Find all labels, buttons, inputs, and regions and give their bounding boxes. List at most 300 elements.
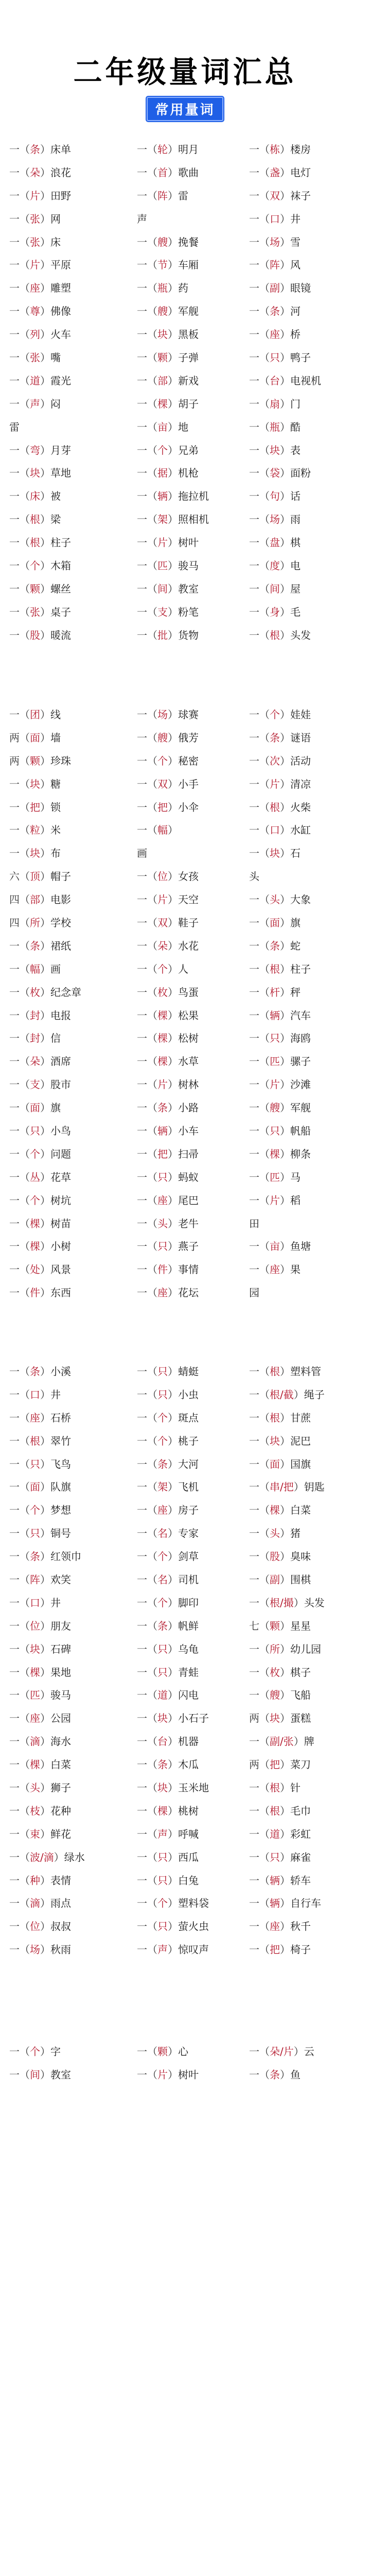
measure-word-entry	[9, 462, 71, 485]
measure-word: 节	[157, 259, 168, 272]
number-prefix: 一	[137, 1286, 147, 1299]
open-paren: （	[20, 1689, 30, 1702]
open-paren: （	[259, 801, 270, 814]
open-paren: （	[20, 1101, 30, 1114]
number-prefix: 一	[137, 560, 147, 572]
close-paren: ）	[40, 444, 50, 456]
noun: 臭味	[290, 1550, 311, 1563]
measure-word: 盘	[270, 536, 280, 549]
close-paren: ）	[280, 1009, 290, 1022]
noun: 公园	[50, 1712, 71, 1725]
measure-word: 头	[157, 1217, 168, 1230]
measure-word: 只	[157, 1240, 168, 1253]
measure-word: 场	[270, 513, 280, 526]
measure-word-entry	[137, 439, 199, 462]
number-prefix: 一	[249, 143, 259, 156]
word-row	[0, 888, 370, 911]
word-row	[0, 1730, 370, 1753]
open-paren: （	[259, 1458, 270, 1470]
open-paren: （	[259, 629, 270, 641]
word-row	[0, 300, 370, 323]
word-row	[0, 2063, 370, 2087]
noun: 稻	[290, 1194, 301, 1207]
measure-word: 位	[30, 1920, 40, 1933]
measure-word-entry	[137, 1189, 199, 1212]
noun: 声	[137, 212, 147, 225]
number-prefix: 一	[9, 777, 20, 790]
word-row	[0, 1476, 370, 1499]
open-paren: （	[147, 282, 157, 295]
open-paren: （	[259, 1009, 270, 1022]
noun: 骏马	[50, 1689, 71, 1702]
measure-word: 声	[30, 397, 40, 410]
measure-word: 块	[270, 847, 280, 860]
number-prefix: 一	[9, 1666, 20, 1679]
measure-word-entry	[137, 1938, 209, 1961]
close-paren: ）	[40, 235, 50, 248]
close-paren: ）	[40, 1619, 50, 1632]
open-paren: （	[259, 397, 270, 410]
measure-word-entry	[137, 842, 147, 865]
measure-word-entry	[9, 1027, 61, 1050]
number-prefix: 一	[249, 1055, 259, 1068]
open-paren: （	[259, 754, 270, 767]
close-paren: ）	[280, 801, 290, 814]
noun: 人	[178, 962, 188, 975]
measure-word-entry	[137, 300, 199, 323]
open-paren: （	[147, 189, 157, 202]
measure-word-entry	[137, 1406, 199, 1430]
number-prefix: 一	[137, 259, 147, 272]
word-row	[0, 393, 370, 416]
noun: 秋雨	[50, 1943, 71, 1956]
noun: 小石子	[178, 1712, 209, 1725]
number-prefix: 一	[249, 1550, 259, 1563]
measure-word: 棵	[30, 1758, 40, 1771]
word-row	[0, 346, 370, 369]
number-prefix: 一	[249, 917, 259, 929]
close-paren: ）	[280, 1194, 290, 1207]
measure-word-entry	[137, 1800, 199, 1823]
number-prefix: 一	[9, 1596, 20, 1609]
measure-word-entry	[137, 1143, 199, 1166]
close-paren: ）	[40, 1689, 50, 1702]
close-paren: ）	[40, 1642, 50, 1655]
number-prefix: 一	[137, 490, 147, 503]
close-paren: ）	[40, 259, 50, 272]
noun: 帆船	[290, 1125, 311, 1138]
measure-word-entry	[137, 1591, 199, 1615]
number-prefix: 一	[9, 1550, 20, 1563]
noun: 酷	[290, 420, 301, 433]
open-paren: （	[259, 1851, 270, 1863]
noun: 电	[290, 560, 301, 572]
close-paren: ）	[168, 328, 178, 341]
open-paren: （	[20, 1032, 30, 1045]
open-paren: （	[259, 1388, 270, 1401]
measure-word-entry	[249, 1476, 325, 1499]
measure-word-entry	[249, 1707, 311, 1730]
noun: 骏马	[178, 560, 199, 572]
measure-word: 座	[30, 282, 40, 295]
number-prefix: 一	[137, 397, 147, 410]
open-paren: （	[20, 801, 30, 814]
measure-word-entry	[137, 462, 199, 485]
word-row	[0, 1776, 370, 1800]
open-paren: （	[20, 1458, 30, 1470]
measure-word-entry	[9, 958, 61, 981]
noun: 线	[50, 708, 61, 721]
noun: 帆鲜	[178, 1619, 199, 1632]
noun: 司机	[178, 1573, 199, 1586]
close-paren: ）	[40, 1411, 50, 1424]
open-paren: （	[20, 1666, 30, 1679]
measure-word-entry	[249, 161, 311, 184]
noun: 狮子	[50, 1782, 71, 1794]
noun: 绳子	[304, 1388, 325, 1401]
measure-word: 条	[30, 143, 40, 156]
close-paren: ）	[40, 1504, 50, 1517]
measure-word-entry	[137, 796, 199, 819]
word-row	[0, 1892, 370, 1915]
number-prefix: 一	[9, 1240, 20, 1253]
noun: 粉笔	[178, 605, 199, 618]
close-paren: ）	[280, 305, 290, 318]
noun: 珍珠	[50, 754, 71, 767]
number-prefix: 一	[137, 1642, 147, 1655]
close-paren: ）	[280, 1943, 290, 1956]
number-prefix: 一	[137, 1458, 147, 1470]
number-prefix: 一	[249, 1920, 259, 1933]
noun: 草地	[50, 467, 71, 480]
measure-word-entry	[249, 346, 311, 369]
measure-word-entry	[9, 773, 61, 796]
open-paren: （	[259, 1827, 270, 1840]
word-row	[0, 1753, 370, 1776]
number-prefix: 一	[137, 1263, 147, 1276]
close-paren: ）	[40, 1263, 50, 1276]
number-prefix: 一	[137, 754, 147, 767]
open-paren: （	[20, 1481, 30, 1494]
open-paren: （	[147, 490, 157, 503]
close-paren: ）	[280, 962, 290, 975]
measure-word: 根	[270, 629, 280, 641]
word-row	[0, 1120, 370, 1143]
noun: 脚印	[178, 1596, 199, 1609]
close-paren: ）	[280, 1782, 290, 1794]
close-paren: ）	[40, 305, 50, 318]
measure-word-entry	[249, 1360, 321, 1383]
measure-word-entry	[137, 346, 199, 369]
measure-word: 条	[270, 305, 280, 318]
number-prefix: 一	[9, 374, 20, 387]
noun: 柳条	[290, 1147, 311, 1160]
measure-word-entry	[249, 1166, 301, 1189]
number-prefix: 一	[9, 1263, 20, 1276]
measure-word: 辆	[157, 490, 168, 503]
open-paren: （	[147, 801, 157, 814]
close-paren: ）	[168, 513, 178, 526]
number-prefix: 一	[249, 893, 259, 906]
measure-word: 张	[30, 212, 40, 225]
word-row	[0, 1096, 370, 1120]
close-paren: ）	[168, 259, 178, 272]
number-prefix: 一	[9, 1125, 20, 1138]
measure-word: 张	[30, 351, 40, 364]
close-paren: ）	[168, 801, 178, 814]
noun: 电灯	[290, 166, 311, 179]
number-prefix: 一	[137, 143, 147, 156]
measure-word-entry	[137, 1846, 199, 1869]
measure-word: 口	[30, 1388, 40, 1401]
measure-word: 轮	[157, 143, 168, 156]
measure-word-entry	[9, 1166, 71, 1189]
open-paren: （	[20, 166, 30, 179]
measure-word: 顶	[30, 870, 40, 883]
close-paren: ）	[293, 1735, 304, 1748]
close-paren: ）	[280, 731, 290, 744]
open-paren: （	[259, 1550, 270, 1563]
measure-word: 滴	[30, 1897, 40, 1910]
number-prefix: 一	[137, 1920, 147, 1933]
noun: 泥巴	[290, 1434, 311, 1447]
measure-word-entry	[9, 300, 71, 323]
number-prefix: 一	[137, 917, 147, 929]
word-row	[0, 624, 370, 647]
number-prefix: 一	[9, 1573, 20, 1586]
noun: 田野	[50, 189, 71, 202]
measure-word-entry	[9, 277, 71, 300]
measure-word-entry	[137, 1730, 199, 1753]
open-paren: （	[20, 467, 30, 480]
word-row	[0, 1638, 370, 1661]
noun: 牌	[304, 1735, 314, 1748]
word-row	[0, 161, 370, 184]
noun: 大象	[290, 893, 311, 906]
open-paren: （	[20, 1504, 30, 1517]
open-paren: （	[147, 1804, 157, 1817]
close-paren: ）	[168, 1689, 178, 1702]
measure-word: 口	[270, 212, 280, 225]
number-prefix: 一	[9, 1217, 20, 1230]
word-row	[0, 1823, 370, 1846]
open-paren: （	[147, 1851, 157, 1863]
open-paren: （	[259, 1596, 270, 1609]
measure-word-entry	[9, 1615, 71, 1638]
open-paren: （	[147, 1642, 157, 1655]
close-paren: ）	[168, 605, 178, 618]
noun: 东西	[50, 1286, 71, 1299]
measure-word-entry	[9, 2040, 61, 2063]
open-paren: （	[259, 1527, 270, 1540]
close-paren: ）	[168, 2045, 178, 2058]
close-paren: ）	[168, 731, 178, 744]
number-prefix: 一	[249, 801, 259, 814]
noun: 水草	[178, 1055, 199, 1068]
number-prefix: 一	[9, 1078, 20, 1091]
open-paren: （	[259, 1078, 270, 1091]
measure-word: 只	[157, 1874, 168, 1887]
open-paren: （	[20, 1619, 30, 1632]
measure-word-entry	[249, 1545, 311, 1568]
number-prefix: 两	[249, 1712, 259, 1725]
close-paren: ）	[168, 1365, 178, 1378]
number-prefix: 一	[9, 1943, 20, 1956]
measure-word-entry	[9, 750, 71, 773]
open-paren: （	[20, 1851, 30, 1863]
word-row	[0, 2040, 370, 2063]
measure-word: 把	[157, 801, 168, 814]
noun: 鸭子	[290, 351, 311, 364]
close-paren: ）	[168, 189, 178, 202]
noun: 雨	[290, 513, 301, 526]
measure-word-entry	[249, 726, 311, 750]
close-paren: ）	[280, 1171, 290, 1183]
close-paren: ）	[280, 467, 290, 480]
measure-word-entry	[137, 726, 199, 750]
number-prefix: 两	[249, 1758, 259, 1771]
open-paren: （	[259, 374, 270, 387]
number-prefix: 一	[9, 490, 20, 503]
close-paren: ）	[40, 731, 50, 744]
close-paren: ）	[40, 1032, 50, 1045]
close-paren: ）	[40, 2068, 50, 2081]
open-paren: （	[259, 1897, 270, 1910]
open-paren: （	[147, 2068, 157, 2081]
noun: 佛像	[50, 305, 71, 318]
close-paren: ）	[280, 1874, 290, 1887]
measure-word-entry	[249, 981, 301, 1004]
noun: 机枪	[178, 467, 199, 480]
word-row	[0, 1166, 370, 1189]
noun: 自行车	[290, 1897, 321, 1910]
open-paren: （	[147, 731, 157, 744]
measure-word: 股	[270, 1550, 280, 1563]
measure-word-entry	[137, 1360, 199, 1383]
measure-word: 首	[157, 166, 168, 179]
open-paren: （	[20, 1735, 30, 1748]
noun: 小路	[178, 1101, 199, 1114]
measure-word: 棵	[157, 397, 168, 410]
measure-word-entry	[137, 981, 199, 1004]
measure-word-entry	[249, 253, 301, 277]
measure-word-entry	[249, 1661, 311, 1684]
measure-word-entry	[249, 773, 311, 796]
noun: 事情	[178, 1263, 199, 1276]
open-paren: （	[147, 1125, 157, 1138]
number-prefix: 一	[9, 259, 20, 272]
open-paren: （	[259, 467, 270, 480]
measure-word-entry	[249, 796, 311, 819]
open-paren: （	[147, 1411, 157, 1424]
number-prefix: 一	[9, 1458, 20, 1470]
close-paren: ）	[168, 1055, 178, 1068]
close-paren: ）	[168, 305, 178, 318]
measure-word: 副/张	[270, 1735, 294, 1748]
measure-word-entry	[249, 1522, 301, 1545]
measure-word: 架	[157, 513, 168, 526]
number-prefix: 一	[9, 282, 20, 295]
measure-word-entry	[249, 958, 311, 981]
close-paren: ）	[280, 1458, 290, 1470]
measure-word: 件	[157, 1263, 168, 1276]
measure-word: 块	[270, 444, 280, 456]
close-paren: ）	[280, 420, 290, 433]
close-paren: ）	[40, 143, 50, 156]
measure-word: 辆	[270, 1897, 280, 1910]
close-paren: ）	[280, 1851, 290, 1863]
word-row	[0, 578, 370, 601]
noun: 桌子	[50, 605, 71, 618]
close-paren: ）	[40, 1434, 50, 1447]
measure-word: 幅	[30, 962, 40, 975]
close-paren: ）	[168, 444, 178, 456]
noun: 汽车	[290, 1009, 311, 1022]
open-paren: （	[20, 986, 30, 998]
number-prefix: 一	[9, 962, 20, 975]
number-prefix: 一	[249, 1666, 259, 1679]
measure-word: 艘	[270, 1101, 280, 1114]
number-prefix: 一	[249, 1642, 259, 1655]
measure-word: 封	[30, 1009, 40, 1022]
open-paren: （	[20, 893, 30, 906]
close-paren: ）	[40, 1550, 50, 1563]
noun: 钥匙	[304, 1481, 325, 1494]
close-paren: ）	[40, 1194, 50, 1207]
number-prefix: 一	[9, 351, 20, 364]
number-prefix: 一	[137, 824, 147, 837]
number-prefix: 一	[249, 282, 259, 295]
measure-word-entry	[9, 253, 71, 277]
open-paren: （	[259, 1642, 270, 1655]
number-prefix: 一	[137, 801, 147, 814]
measure-word: 只	[157, 1365, 168, 1378]
number-prefix: 一	[137, 1804, 147, 1817]
close-paren: ）	[40, 1171, 50, 1183]
measure-word-entry	[9, 1522, 71, 1545]
measure-word-entry	[249, 2040, 314, 2063]
word-row	[0, 1406, 370, 1430]
close-paren: ）	[168, 397, 178, 410]
measure-word: 度	[270, 560, 280, 572]
measure-word: 场	[270, 235, 280, 248]
number-prefix: 一	[249, 629, 259, 641]
measure-word-entry	[249, 601, 301, 624]
noun: 挽餐	[178, 235, 199, 248]
number-prefix: 一	[249, 1735, 259, 1748]
number-prefix: 一	[249, 189, 259, 202]
measure-word-entry	[137, 161, 199, 184]
measure-word-entry	[9, 1096, 61, 1120]
word-row	[0, 601, 370, 624]
close-paren: ）	[40, 1286, 50, 1299]
word-row	[0, 439, 370, 462]
number-prefix: 一	[249, 605, 259, 618]
measure-word-entry	[9, 1383, 61, 1406]
measure-word-entry	[9, 624, 71, 647]
measure-word: 艘	[157, 305, 168, 318]
noun: 鲜花	[50, 1827, 71, 1840]
close-paren: ）	[168, 777, 178, 790]
word-row	[0, 865, 370, 888]
measure-word: 片	[157, 536, 168, 549]
measure-word: 只	[157, 1851, 168, 1863]
measure-word: 阵	[270, 259, 280, 272]
measure-word-entry	[249, 1235, 311, 1258]
measure-word: 位	[30, 1619, 40, 1632]
number-prefix: 一	[9, 1009, 20, 1022]
open-paren: （	[147, 1573, 157, 1586]
